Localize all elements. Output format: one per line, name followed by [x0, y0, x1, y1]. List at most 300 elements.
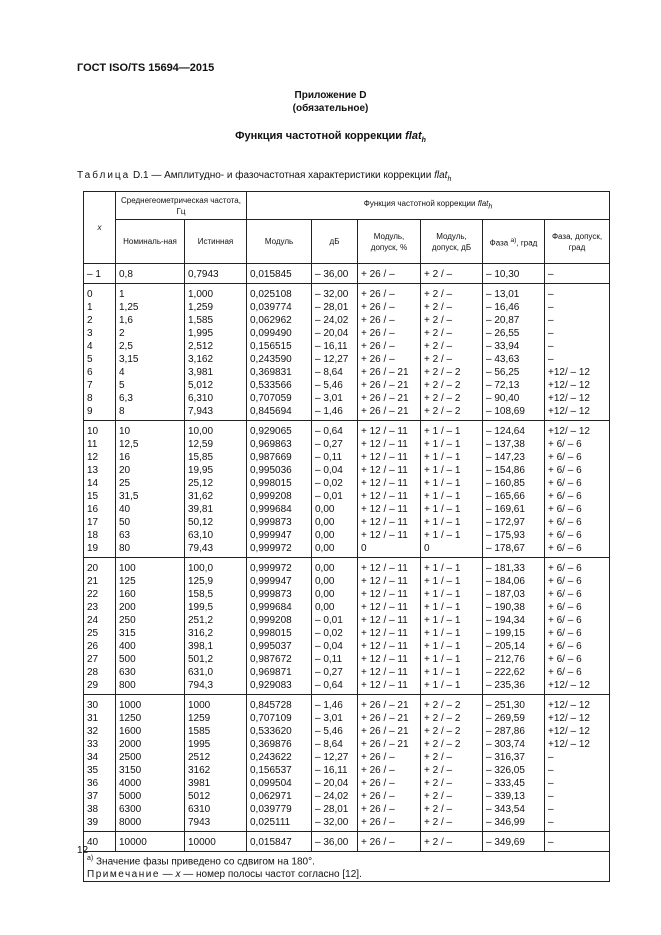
table-cell: + 2 / – — [421, 790, 483, 803]
table-cell: – 339,13 — [483, 790, 545, 803]
table-cell: – 205,14 — [483, 640, 545, 653]
table-cell: 1995 — [185, 738, 247, 751]
table-cell: – — [545, 751, 610, 764]
table-cell: + 26 / – — [358, 803, 421, 816]
table-row — [84, 284, 610, 302]
table-cell: + 12 / – 11 — [358, 666, 421, 679]
function-title — [0, 130, 661, 144]
table-row — [84, 529, 610, 542]
table-cell: 7943 — [185, 816, 247, 832]
table-cell: 9 — [84, 405, 116, 421]
table-cell: – 90,40 — [483, 392, 545, 405]
table-cell: – 0,11 — [312, 451, 358, 464]
table-cell: + 12 / – 11 — [358, 627, 421, 640]
table-cell: + 1 / – 1 — [421, 464, 483, 477]
table-cell: 0,999208 — [247, 490, 312, 503]
table-cell: 794,3 — [185, 679, 247, 695]
table-cell: + 2 / – 2 — [421, 392, 483, 405]
table-row — [84, 542, 610, 558]
table-cell: + 2 / – — [421, 327, 483, 340]
table-cell: + 6/ – 6 — [545, 588, 610, 601]
table-row — [84, 379, 610, 392]
table-cell: 0,999947 — [247, 529, 312, 542]
table-cell: + 1 / – 1 — [421, 421, 483, 439]
table-cell: + 2 / – — [421, 353, 483, 366]
table-cell: + 6/ – 6 — [545, 464, 610, 477]
table-cell: + 2 / – — [421, 816, 483, 832]
table-cell: – 28,01 — [312, 301, 358, 314]
table-row — [84, 340, 610, 353]
table-cell: + 1 / – 1 — [421, 516, 483, 529]
table-row — [84, 738, 610, 751]
table-cell: – 0,01 — [312, 490, 358, 503]
table-cell: 3981 — [185, 777, 247, 790]
table-row — [84, 477, 610, 490]
table-cell: – 26,55 — [483, 327, 545, 340]
table-cell: + 2 / – — [421, 764, 483, 777]
table-cell: + 12 / – 11 — [358, 575, 421, 588]
table-row — [84, 764, 610, 777]
table-cell: 18 — [84, 529, 116, 542]
table-cell: – 0,04 — [312, 640, 358, 653]
table-cell: + 2 / – — [421, 284, 483, 302]
table-cell: – 169,61 — [483, 503, 545, 516]
table-cell: 0,969863 — [247, 438, 312, 451]
table-cell: 6300 — [116, 803, 185, 816]
table-cell: – 43,63 — [483, 353, 545, 366]
table-cell: + 26 / – 21 — [358, 405, 421, 421]
table-cell: 26 — [84, 640, 116, 653]
table-cell: – 13,01 — [483, 284, 545, 302]
table-cell: – — [545, 353, 610, 366]
table-cell: + 2 / – 2 — [421, 379, 483, 392]
table-cell: – 5,46 — [312, 379, 358, 392]
table-cell: 2 — [116, 327, 185, 340]
table-cell: 32 — [84, 725, 116, 738]
table-cell: + 2 / – 2 — [421, 712, 483, 725]
table-cell: 6,3 — [116, 392, 185, 405]
table-cell: 11 — [84, 438, 116, 451]
table-cell: – — [545, 777, 610, 790]
table-cell: – 12,27 — [312, 353, 358, 366]
table-cell: 25 — [116, 477, 185, 490]
table-cell: – 24,02 — [312, 790, 358, 803]
table-cell: – — [545, 790, 610, 803]
table-cell: 31 — [84, 712, 116, 725]
table-cell: + 26 / – 21 — [358, 366, 421, 379]
header-modulus-tolerance-db: Модуль, допуск, дБ — [421, 220, 483, 264]
table-cell: + 6/ – 6 — [545, 653, 610, 666]
table-cell: 3,981 — [185, 366, 247, 379]
table-row — [84, 601, 610, 614]
table-cell: 100,0 — [185, 558, 247, 576]
table-cell: – 1,46 — [312, 405, 358, 421]
table-cell: + 1 / – 1 — [421, 529, 483, 542]
table-cell: + 1 / – 1 — [421, 575, 483, 588]
table-cell: 10000 — [185, 832, 247, 852]
table-cell: 0,243590 — [247, 353, 312, 366]
table-row — [84, 353, 610, 366]
table-cell: + 26 / – — [358, 327, 421, 340]
table-caption-word: Таблица — [77, 170, 131, 181]
table-cell: 3150 — [116, 764, 185, 777]
table-cell: 1 — [116, 284, 185, 302]
table-cell: 79,43 — [185, 542, 247, 558]
table-cell: 7,943 — [185, 405, 247, 421]
table-cell: 28 — [84, 666, 116, 679]
header-phase: Фаза $^{а)}$, град — [483, 220, 545, 264]
table-cell: 500 — [116, 653, 185, 666]
table-cell: – 165,66 — [483, 490, 545, 503]
table-cell: 631,0 — [185, 666, 247, 679]
table-cell: + 26 / – — [358, 353, 421, 366]
table-cell: 0,156515 — [247, 340, 312, 353]
table-cell: + 26 / – 21 — [358, 712, 421, 725]
table-cell: 80 — [116, 542, 185, 558]
table-cell: + 26 / – — [358, 340, 421, 353]
table-cell: 0,999684 — [247, 503, 312, 516]
table-row — [84, 558, 610, 576]
table-cell: – 16,11 — [312, 340, 358, 353]
table-cell: + 2 / – 2 — [421, 366, 483, 379]
table-cell: 3 — [84, 327, 116, 340]
table-row — [84, 588, 610, 601]
table-cell: 0,999947 — [247, 575, 312, 588]
table-cell: + 26 / – 21 — [358, 725, 421, 738]
table-cell: – 0,64 — [312, 421, 358, 439]
table-cell: 501,2 — [185, 653, 247, 666]
table-cell: + 26 / – — [358, 284, 421, 302]
header-db: дБ — [312, 220, 358, 264]
table-cell: 398,1 — [185, 640, 247, 653]
table-cell: +12/ – 12 — [545, 405, 610, 421]
table-row — [84, 366, 610, 379]
table-cell: 38 — [84, 803, 116, 816]
table-cell: 0,039774 — [247, 301, 312, 314]
table-cell: + 1 / – 1 — [421, 490, 483, 503]
table-row — [84, 816, 610, 832]
table-cell: 5000 — [116, 790, 185, 803]
table-cell: 0,025111 — [247, 816, 312, 832]
function-subscript: h — [421, 137, 426, 145]
standard-designation: ГОСТ ISO/TS 15694—2015 — [77, 62, 215, 74]
table-cell: 0,099504 — [247, 777, 312, 790]
table-cell: 8 — [116, 405, 185, 421]
table-cell: 0,062971 — [247, 790, 312, 803]
table-cell: + 6/ – 6 — [545, 503, 610, 516]
table-cell: +12/ – 12 — [545, 366, 610, 379]
table-cell: 0,00 — [312, 503, 358, 516]
table-cell: 0,00 — [312, 516, 358, 529]
table-cell: 12,59 — [185, 438, 247, 451]
table-cell: 1 — [84, 301, 116, 314]
function-symbol: flat — [405, 130, 422, 142]
table-cell: 4 — [116, 366, 185, 379]
table-cell: + 26 / – — [358, 301, 421, 314]
table-cell: 15 — [84, 490, 116, 503]
table-cell: + 2 / – — [421, 264, 483, 284]
table-cell: + 6/ – 6 — [545, 516, 610, 529]
table-cell: – 0,02 — [312, 477, 358, 490]
table-cell: 0,845728 — [247, 695, 312, 713]
table-cell: – 16,46 — [483, 301, 545, 314]
table-cell: 7 — [84, 379, 116, 392]
table-cell: + 6/ – 6 — [545, 575, 610, 588]
appendix-status: (обязательное) — [292, 103, 369, 114]
table-cell: + 12 / – 11 — [358, 558, 421, 576]
function-title-prefix: Функция частотной коррекции — [235, 130, 406, 142]
table-cell: + 6/ – 6 — [545, 558, 610, 576]
table-cell: 24 — [84, 614, 116, 627]
table-row — [84, 832, 610, 852]
header-true: Истинная — [185, 220, 247, 264]
table-cell: + 26 / – 21 — [358, 379, 421, 392]
table-cell: + 6/ – 6 — [545, 490, 610, 503]
table-cell: 0,369831 — [247, 366, 312, 379]
table-cell: + 26 / – 21 — [358, 695, 421, 713]
table-cell: 36 — [84, 777, 116, 790]
table-cell: 3,162 — [185, 353, 247, 366]
table-cell: 125,9 — [185, 575, 247, 588]
table-cell: 27 — [84, 653, 116, 666]
table-cell: – — [545, 764, 610, 777]
table-cell: 21 — [84, 575, 116, 588]
table-cell: – 172,97 — [483, 516, 545, 529]
table-cell: – 32,00 — [312, 816, 358, 832]
table-cell: – 12,27 — [312, 751, 358, 764]
table-cell: 30 — [84, 695, 116, 713]
table-cell: – — [545, 301, 610, 314]
table-cell: 4000 — [116, 777, 185, 790]
table-row — [84, 490, 610, 503]
table-cell: 1585 — [185, 725, 247, 738]
table-cell: – 194,34 — [483, 614, 545, 627]
table-cell: + 1 / – 1 — [421, 588, 483, 601]
table-cell: – 1 — [84, 264, 116, 284]
table-cell: 0 — [358, 542, 421, 558]
table-caption-symbol: flat — [434, 170, 448, 181]
table-cell: 63,10 — [185, 529, 247, 542]
table-row — [84, 392, 610, 405]
table-cell: 0,999972 — [247, 558, 312, 576]
table-row — [84, 327, 610, 340]
table-cell: – — [545, 803, 610, 816]
table-footnote-cell — [84, 852, 610, 882]
table-cell: 0,00 — [312, 558, 358, 576]
table-cell: 25,12 — [185, 477, 247, 490]
table-cell: – — [545, 327, 610, 340]
table-cell: 50,12 — [185, 516, 247, 529]
table-cell: – 1,46 — [312, 695, 358, 713]
table-cell: 4 — [84, 340, 116, 353]
table-cell: + 6/ – 6 — [545, 666, 610, 679]
table-row — [84, 451, 610, 464]
table-cell: + 2 / – — [421, 301, 483, 314]
table-cell: 1000 — [185, 695, 247, 713]
table-row — [84, 503, 610, 516]
table-cell: – 8,64 — [312, 366, 358, 379]
table-cell: 125 — [116, 575, 185, 588]
table-cell: 6310 — [185, 803, 247, 816]
table-row — [84, 464, 610, 477]
table-cell: 13 — [84, 464, 116, 477]
table-cell: 5012 — [185, 790, 247, 803]
table-cell: + 2 / – — [421, 832, 483, 852]
table-cell: 0,995037 — [247, 640, 312, 653]
table-cell: 0,062962 — [247, 314, 312, 327]
table-cell: – 72,13 — [483, 379, 545, 392]
table-cell: + 6/ – 6 — [545, 438, 610, 451]
table-cell: + 6/ – 6 — [545, 451, 610, 464]
table-cell: + 12 / – 11 — [358, 601, 421, 614]
correction-table — [83, 191, 610, 882]
table-cell: 0,00 — [312, 575, 358, 588]
table-cell: +12/ – 12 — [545, 379, 610, 392]
table-cell: – 0,27 — [312, 438, 358, 451]
table-cell: – 56,25 — [483, 366, 545, 379]
table-caption-text: D.1 — Амплитудно- и фазочастотная характеристики коррекции — [130, 170, 435, 181]
table-cell: 39 — [84, 816, 116, 832]
table-cell: – 108,69 — [483, 405, 545, 421]
table-cell: + 12 / – 11 — [358, 640, 421, 653]
table-cell: 20 — [84, 558, 116, 576]
table-cell: 1,000 — [185, 284, 247, 302]
table-cell: 16 — [84, 503, 116, 516]
table-cell: + 6/ – 6 — [545, 601, 610, 614]
table-cell: + 12 / – 11 — [358, 614, 421, 627]
table-cell: – 287,86 — [483, 725, 545, 738]
table-cell: – — [545, 284, 610, 302]
table-cell: 0,998015 — [247, 477, 312, 490]
table-cell: 1,995 — [185, 327, 247, 340]
table-cell: + 6/ – 6 — [545, 614, 610, 627]
table-cell: 0,987669 — [247, 451, 312, 464]
page-number: 12 — [77, 845, 89, 856]
table-cell: – 199,15 — [483, 627, 545, 640]
table-cell: – 33,94 — [483, 340, 545, 353]
table-row — [84, 627, 610, 640]
table-cell: + 2 / – — [421, 777, 483, 790]
table-cell: + 6/ – 6 — [545, 640, 610, 653]
table-cell: + 6/ – 6 — [545, 477, 610, 490]
table-cell: 19 — [84, 542, 116, 558]
table-row — [84, 803, 610, 816]
table-cell: + 2 / – — [421, 751, 483, 764]
table-cell: + 26 / – — [358, 816, 421, 832]
table-cell: 0,999873 — [247, 516, 312, 529]
table-cell: 1600 — [116, 725, 185, 738]
table-cell: – 316,37 — [483, 751, 545, 764]
table-cell: – 5,46 — [312, 725, 358, 738]
table-cell: 2000 — [116, 738, 185, 751]
table-cell: 2 — [84, 314, 116, 327]
table-cell: – — [545, 314, 610, 327]
table-cell: + 6/ – 6 — [545, 627, 610, 640]
table-cell: 0,999208 — [247, 614, 312, 627]
table-cell: + 12 / – 11 — [358, 679, 421, 695]
table-cell: 1000 — [116, 695, 185, 713]
header-modulus: Модуль — [247, 220, 312, 264]
table-cell: – 160,85 — [483, 477, 545, 490]
table-cell: 17 — [84, 516, 116, 529]
table-caption — [77, 170, 451, 183]
table-cell: 3162 — [185, 764, 247, 777]
header-x: x — [84, 192, 116, 264]
table-cell: + 12 / – 11 — [358, 421, 421, 439]
table-cell: + 2 / – — [421, 340, 483, 353]
table-cell: – 0,01 — [312, 614, 358, 627]
table-cell: + 26 / – 21 — [358, 738, 421, 751]
table-cell: + 26 / – 21 — [358, 392, 421, 405]
table-cell: 2500 — [116, 751, 185, 764]
table-row — [84, 679, 610, 695]
table-cell: + 12 / – 11 — [358, 516, 421, 529]
table-cell: 400 — [116, 640, 185, 653]
table-cell: 34 — [84, 751, 116, 764]
table-cell: 6 — [84, 366, 116, 379]
table-cell: + 26 / – — [358, 790, 421, 803]
table-cell: + 12 / – 11 — [358, 451, 421, 464]
table-cell: – 3,01 — [312, 392, 358, 405]
table-cell: 20 — [116, 464, 185, 477]
table-cell: + 6/ – 6 — [545, 529, 610, 542]
table-cell: 250 — [116, 614, 185, 627]
table-cell: – 124,64 — [483, 421, 545, 439]
table-cell: 0,998015 — [247, 627, 312, 640]
table-cell: – 222,62 — [483, 666, 545, 679]
table-row — [84, 301, 610, 314]
table-cell: – 235,36 — [483, 679, 545, 695]
table-cell: + 12 / – 11 — [358, 588, 421, 601]
table-cell: – 343,54 — [483, 803, 545, 816]
table-cell: 3,15 — [116, 353, 185, 366]
table-cell: 100 — [116, 558, 185, 576]
table-row — [84, 725, 610, 738]
table-row — [84, 575, 610, 588]
table-cell: + 12 / – 11 — [358, 503, 421, 516]
table-cell: 35 — [84, 764, 116, 777]
table-cell: + 26 / – — [358, 751, 421, 764]
table-cell: 5 — [84, 353, 116, 366]
table-cell: – 20,04 — [312, 327, 358, 340]
table-cell: + 6/ – 6 — [545, 542, 610, 558]
table-cell: 29 — [84, 679, 116, 695]
table-row — [84, 264, 610, 284]
table-cell: – 137,38 — [483, 438, 545, 451]
table-cell: + 1 / – 1 — [421, 640, 483, 653]
table-row — [84, 712, 610, 725]
table-row — [84, 614, 610, 627]
table-cell: + 26 / – — [358, 832, 421, 852]
table-cell: – 36,00 — [312, 264, 358, 284]
table-cell: + 1 / – 1 — [421, 558, 483, 576]
table-cell: 31,5 — [116, 490, 185, 503]
table-cell: + 1 / – 1 — [421, 614, 483, 627]
table-cell: – 0,64 — [312, 679, 358, 695]
table-cell: 2512 — [185, 751, 247, 764]
table-row — [84, 666, 610, 679]
table-cell: 316,2 — [185, 627, 247, 640]
table-cell: +12/ – 12 — [545, 725, 610, 738]
table-cell: +12/ – 12 — [545, 738, 610, 751]
table-row — [84, 695, 610, 713]
table-cell: – 303,74 — [483, 738, 545, 751]
table-cell: 0,369876 — [247, 738, 312, 751]
table-row — [84, 777, 610, 790]
table-cell: 0,969871 — [247, 666, 312, 679]
table-cell: – 32,00 — [312, 284, 358, 302]
table-cell: 1,25 — [116, 301, 185, 314]
